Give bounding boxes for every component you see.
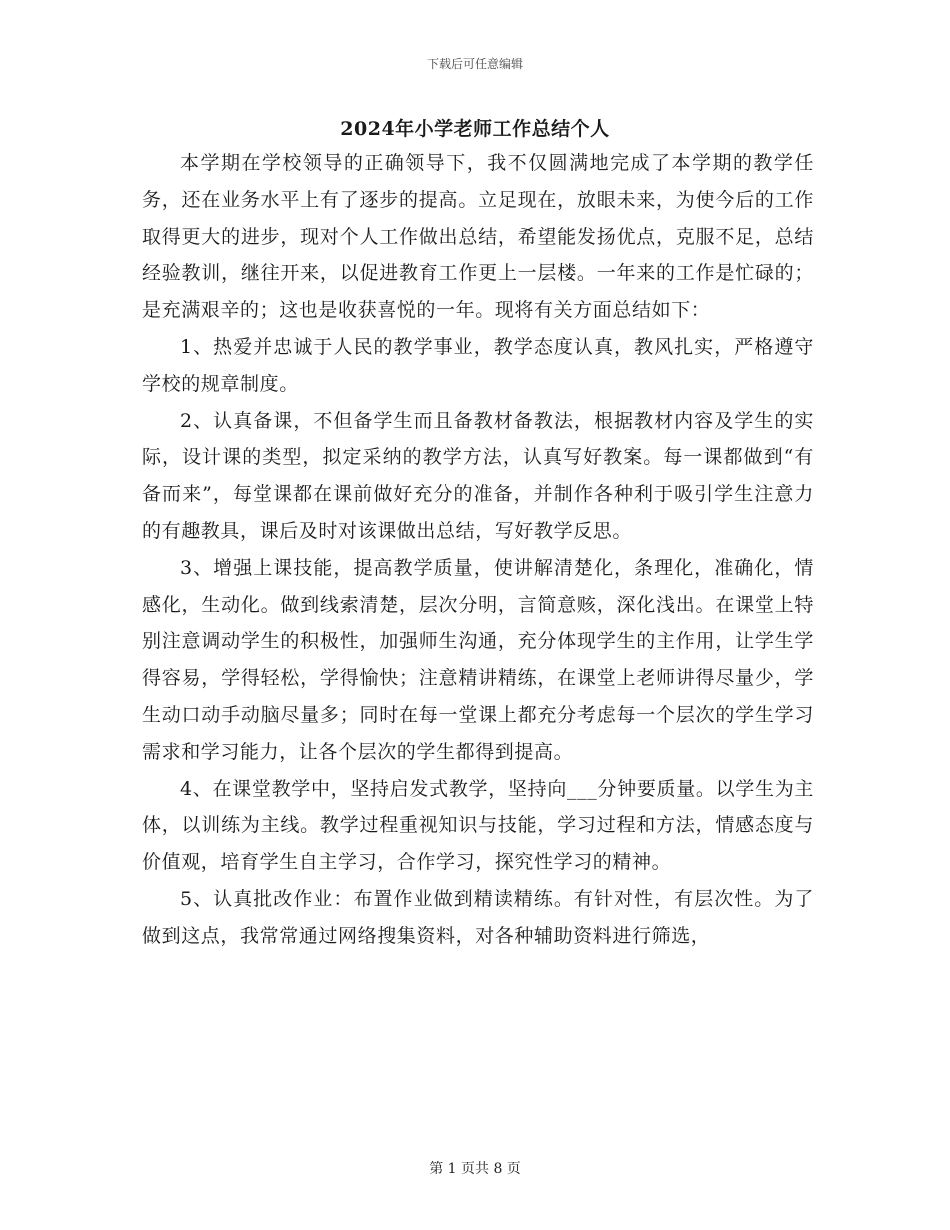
paragraph-item-1: 1、热爱并忠诚于人民的教学事业，教学态度认真，教风扎实，严格遵守学校的规章制度。 — [142, 335, 814, 395]
paragraph-item-3: 3、增强上课技能，提高教学质量，使讲解清楚化，条理化，准确化，情感化，生动化。做到线索清楚，层次分明，言简意赅，深化浅出。在课堂上特别注意调动学生的积极性，加强师生沟通，充分体现学生的主作用，让学生学得容易，学得轻松，学得愉快；注意精讲精练，在课堂上老师讲得尽量少，学生动口动手动脑尽量多；同时在每一堂课上都充分考虑每一个层次的学生学习需求和学习能力，让各个层次的学生都得到提高。 — [142, 556, 814, 763]
paragraph-intro: 本学期在学校领导的正确领导下，我不仅圆满地完成了本学期的教学任务，还在业务水平上有了逐步的提高。立足现在，放眼未来，为使今后的工作取得更大的进步，现对个人工作做出总结，希望能发扬优点，克服不足，总结经验教训，继往开来，以促进教育工作更上一层楼。一年来的工作是忙碌的；是充满艰辛的；这也是收获喜悦的一年。现将有关方面总结如下： — [142, 152, 814, 322]
paragraph-item-5: 5、认真批改作业：布置作业做到精读精练。有针对性，有层次性。为了做到这点，我常常通过网络搜集资料，对各种辅助资料进行筛选， — [142, 887, 814, 947]
paragraph-item-4: 4、在课堂教学中，坚持启发式教学，坚持向___分钟要质量。以学生为主体，以训练为主线。教学过程重视知识与技能，学习过程和方法，情感态度与价值观，培育学生自主学习，合作学习，探究性学习的精神。 — [142, 777, 814, 874]
document-title: 2024年小学老师工作总结个人 — [340, 118, 610, 140]
page-header-note: 下载后可任意编辑 — [426, 57, 523, 71]
document-body — [142, 145, 814, 955]
paragraph-item-2: 2、认真备课，不但备学生而且备教材备教法，根据教材内容及学生的实际，设计课的类型，拟定采纳的教学方法，认真写好教案。每一课都做到“有备而来”，每堂课都在课前做好充分的准备，并制作各种利于吸引学生注意力的有趣教具，课后及时对该课做出总结，写好教学反思。 — [142, 409, 814, 542]
page-number-footer: 第 1 页共 8 页 — [429, 1161, 521, 1177]
